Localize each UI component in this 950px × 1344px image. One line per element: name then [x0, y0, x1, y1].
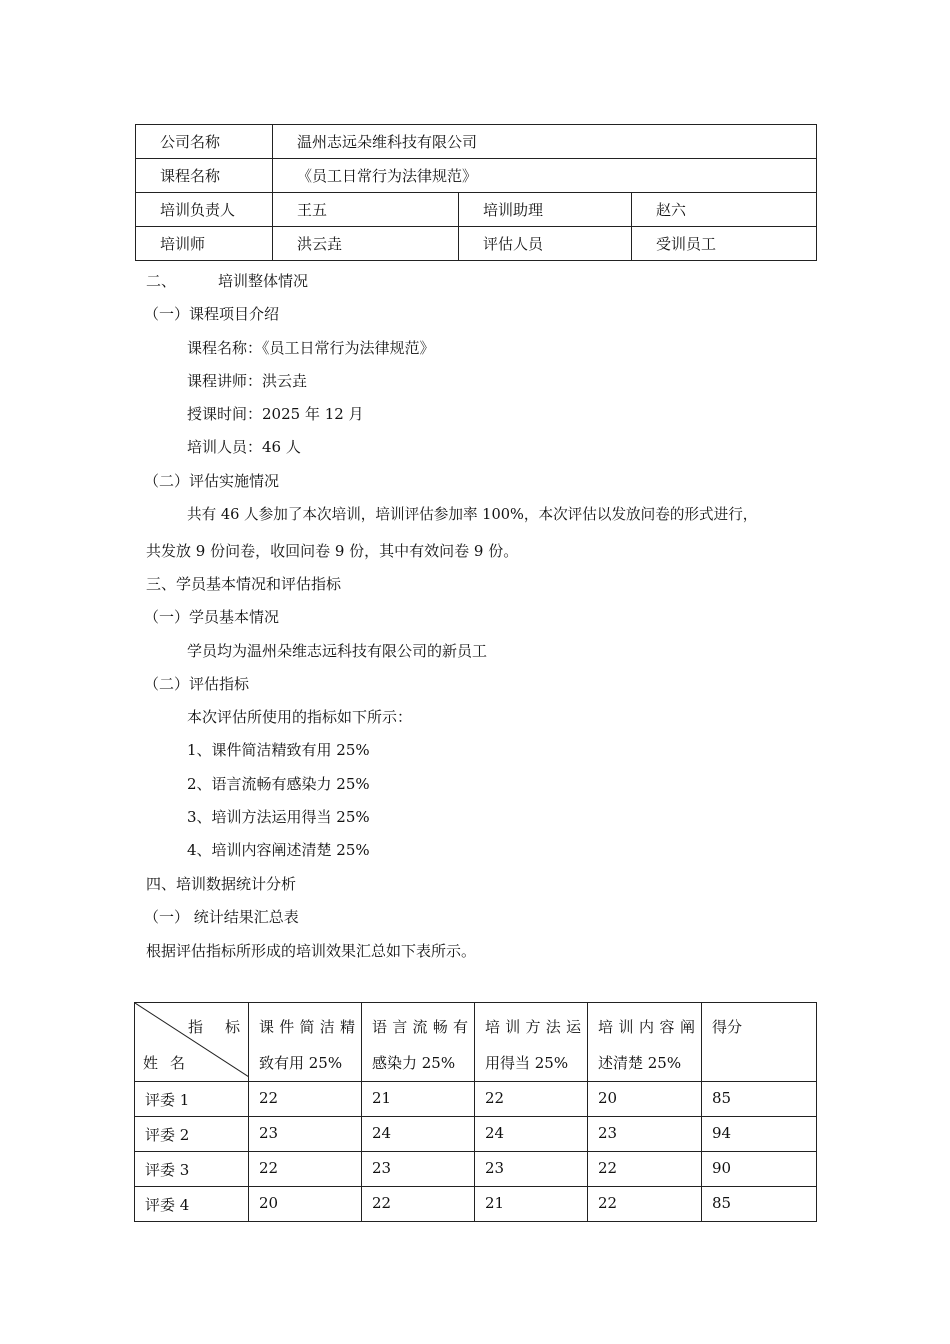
- judge-name: 评委 3: [135, 1152, 249, 1187]
- leader-label: 培训负责人: [136, 193, 273, 227]
- score-cell: 23: [362, 1152, 475, 1187]
- section4-heading: 四、培训数据统计分析: [146, 875, 297, 893]
- column-header: [362, 1003, 475, 1082]
- column-header-line1: 语言流畅有: [372, 1018, 468, 1036]
- total-score-cell: 85: [702, 1082, 817, 1117]
- total-score-cell: 85: [702, 1187, 817, 1222]
- trainer-label: 培训师: [136, 227, 273, 261]
- score-summary-table: [134, 1002, 817, 1222]
- score-cell: 24: [362, 1117, 475, 1152]
- table-row: [135, 1117, 817, 1152]
- header-indicator-label: 指标: [187, 1018, 262, 1036]
- table-row: [135, 1152, 817, 1187]
- score-cell: 22: [588, 1187, 702, 1222]
- column-header-line2: 述清楚 25%: [598, 1054, 682, 1072]
- leader-value: 王五: [273, 193, 459, 227]
- indicator-item: 1、课件简洁精致有用 25%: [187, 741, 370, 759]
- section2-heading: [146, 270, 308, 291]
- diagonal-header-cell: [135, 1003, 262, 1082]
- judge-name: 评委 4: [135, 1187, 249, 1222]
- score-cell: 24: [475, 1117, 588, 1152]
- training-info-table: [135, 124, 817, 261]
- indicator-item: 4、培训内容阐述清楚 25%: [187, 841, 370, 859]
- section2-heading-num: 二、: [146, 272, 177, 290]
- section3-sub1: （一）学员基本情况: [144, 608, 280, 626]
- table-row: [136, 159, 817, 193]
- column-header: [588, 1003, 702, 1082]
- table-row: [136, 227, 817, 261]
- section2-heading-text: 培训整体情况: [218, 272, 309, 290]
- table-header-row: [135, 1003, 817, 1082]
- column-header: [475, 1003, 588, 1082]
- section3-heading: 三、学员基本情况和评估指标: [146, 575, 342, 593]
- section4-intro: 根据评估指标所形成的培训效果汇总如下表所示。: [146, 942, 477, 960]
- company-label: 公司名称: [136, 125, 273, 159]
- table-row: [136, 125, 817, 159]
- column-header-line1: 培训内容阐: [598, 1018, 695, 1036]
- assistant-label: 培训助理: [459, 193, 632, 227]
- judge-name: 评委 1: [135, 1082, 249, 1117]
- score-cell: 23: [249, 1117, 362, 1152]
- column-header-line1: 培训方法运: [485, 1018, 581, 1036]
- score-cell: 23: [475, 1152, 588, 1187]
- score-cell: 23: [588, 1117, 702, 1152]
- indicator-item: 3、培训方法运用得当 25%: [187, 808, 370, 826]
- assistant-value: 赵六: [632, 193, 817, 227]
- evaluator-label: 评估人员: [459, 227, 632, 261]
- evaluation-paragraph-line1: 共有 46 人参加了本次培训，培训评估参加率 100%，本次评估以发放问卷的形式进行，: [187, 506, 758, 523]
- course-name-line: 课程名称：《员工日常行为法律规范》: [187, 339, 435, 357]
- time-line: 授课时间：2025 年 12 月: [187, 405, 364, 423]
- column-header-line2: 感染力 25%: [372, 1054, 456, 1072]
- section3-sub2: （二）评估指标: [144, 675, 250, 693]
- score-cell: 22: [249, 1082, 362, 1117]
- score-cell: 21: [362, 1082, 475, 1117]
- column-header-line2: 致有用 25%: [259, 1054, 343, 1072]
- evaluator-value: 受训员工: [632, 227, 817, 261]
- column-header-line2: 用得当 25%: [485, 1054, 569, 1072]
- column-header-line1: 课件简洁精: [259, 1018, 355, 1036]
- judge-name: 评委 2: [135, 1117, 249, 1152]
- section4-sub1: （一） 统计结果汇总表: [144, 908, 299, 926]
- score-cell: 20: [249, 1187, 362, 1222]
- lecturer-line: 课程讲师：洪云垚: [187, 372, 308, 390]
- trainer-value: 洪云垚: [273, 227, 459, 261]
- section2-sub2: （二）评估实施情况: [144, 472, 280, 490]
- section2-sub1: （一）课程项目介绍: [144, 305, 280, 323]
- people-line: 培训人员：46 人: [187, 438, 301, 456]
- total-score-cell: 94: [702, 1117, 817, 1152]
- header-name-label: 姓名: [143, 1054, 198, 1072]
- table-row: [135, 1187, 817, 1222]
- score-cell: 22: [362, 1187, 475, 1222]
- evaluation-paragraph-line2: 共发放 9 份问卷，收回问卷 9 份，其中有效问卷 9 份。: [146, 542, 519, 560]
- score-cell: 22: [475, 1082, 588, 1117]
- indicator-item: 2、语言流畅有感染力 25%: [187, 775, 370, 793]
- indicator-intro: 本次评估所使用的指标如下所示：: [187, 708, 413, 726]
- column-header-score: 得分: [702, 1003, 817, 1082]
- score-cell: 20: [588, 1082, 702, 1117]
- total-score-cell: 90: [702, 1152, 817, 1187]
- table-row: [136, 193, 817, 227]
- course-value: 《员工日常行为法律规范》: [273, 159, 817, 193]
- score-cell: 22: [249, 1152, 362, 1187]
- company-value: 温州志远朵维科技有限公司: [273, 125, 817, 159]
- section3-sub1-text: 学员均为温州朵维志远科技有限公司的新员工: [187, 642, 488, 660]
- table-row: [135, 1082, 817, 1117]
- score-cell: 22: [588, 1152, 702, 1187]
- course-label: 课程名称: [136, 159, 273, 193]
- column-header: [249, 1003, 362, 1082]
- score-cell: 21: [475, 1187, 588, 1222]
